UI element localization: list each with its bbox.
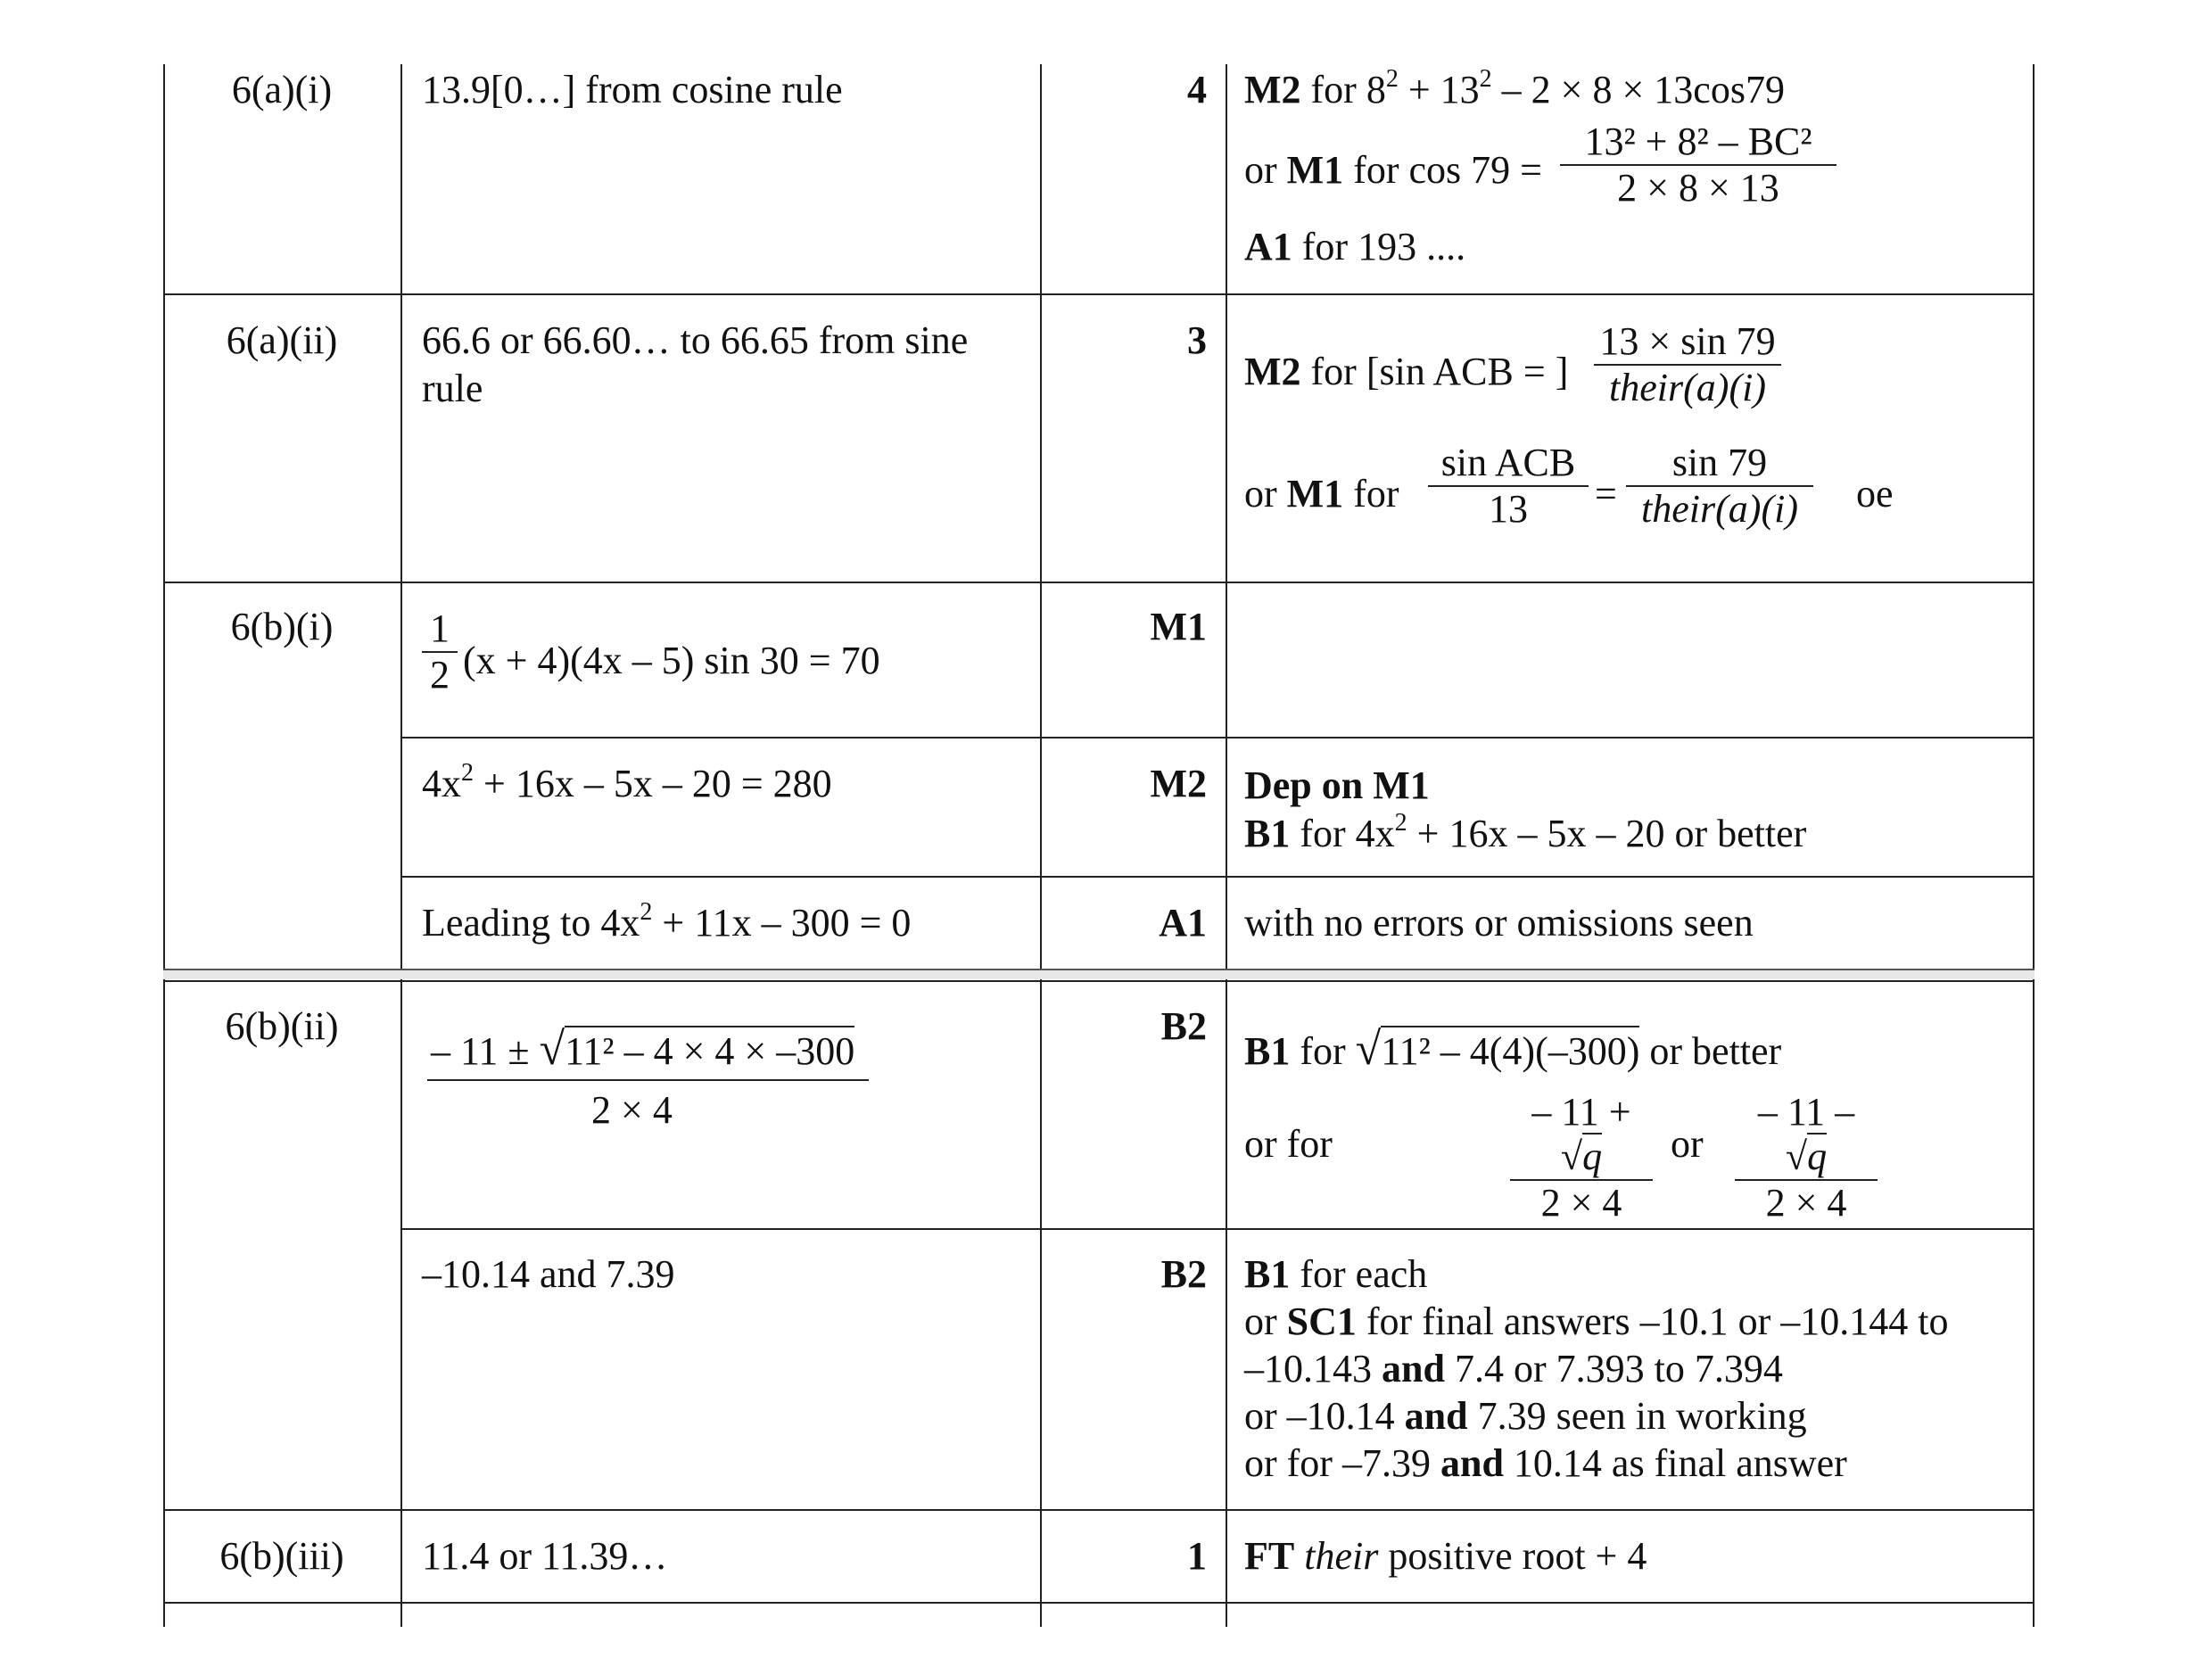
marks: A1 [1159,901,1207,945]
mark-code: FT [1244,1534,1295,1578]
fraction-denominator: 2 [430,653,450,697]
guidance-text: for [sin ACB = ] [1310,350,1569,393]
fraction [1594,319,1781,410]
col-divider [400,64,402,1627]
guidance-text: for each [1300,1252,1428,1296]
mark-code: B1 [1244,812,1291,855]
mark-code: M1 [1286,472,1344,516]
fraction-numerator: 13 × sin 79 [1599,319,1776,363]
guidance-text: or –10.14 [1244,1394,1395,1438]
fraction [1428,441,1589,532]
guidance-text: for [1353,472,1399,516]
guidance-text: 4x [1355,812,1395,855]
guidance-text: for [1310,68,1357,111]
radicand: 11² – 4(4)(–300) [1381,1026,1639,1073]
superscript: 2 [1479,65,1492,94]
guidance-line [1244,1298,2020,1346]
col-divider [1040,64,1042,1627]
guidance-text: oe [1856,472,1894,516]
answer-text: 66.6 or 66.60… to 66.65 from sine rule [422,318,969,410]
answer-text [422,760,1037,808]
row-divider [163,582,2035,583]
fraction-denominator: 13 [1489,487,1528,531]
row-divider [163,980,2035,982]
row-divider [163,1509,2035,1511]
answer-part: Leading to 4x [422,901,640,945]
guidance-text: for [1353,148,1399,192]
guidance-text: – 2 × 8 × 13cos79 [1501,68,1785,111]
question-ref: 6(b)(ii) [225,1004,339,1048]
guidance-text: –10.143 [1244,1347,1372,1390]
mark-code: B1 [1244,1029,1291,1073]
fraction-numerator: 1 [430,606,450,650]
formula-denominator: 2 × 4 [591,1088,673,1132]
section-band [163,969,2035,979]
fraction-numerator: sin ACB [1440,441,1576,484]
answer-text: (x + 4)(4x – 5) sin 30 = 70 [463,639,880,682]
marks: B2 [1160,1004,1207,1048]
guidance-text: 7.39 seen in working [1477,1394,1807,1438]
answer-text [422,899,1037,947]
fraction-denominator: their(a)(i) [1641,487,1798,531]
fraction-numerator [1510,1090,1653,1179]
superscript: 2 [640,898,653,927]
marks: 1 [1187,1534,1207,1578]
guidance-text: positive root + 4 [1388,1534,1647,1578]
question-ref: 6(a)(i) [231,68,333,111]
guidance-line [1244,1026,2020,1076]
fraction [1560,120,1836,210]
marks: 3 [1187,318,1207,362]
row-divider [400,737,2035,738]
fraction-denominator: 2 × 4 [1765,1181,1847,1225]
fraction [422,606,458,697]
guidance-text: 10.14 as final answer [1513,1441,1847,1485]
col-divider [2033,64,2035,1627]
question-ref: 6(a)(ii) [226,318,338,362]
guidance-text: or [1671,1122,1704,1166]
marks: M2 [1150,762,1207,805]
sqrt-sign-icon: √ [1785,1135,1808,1178]
fraction-denominator: 2 × 8 × 13 [1617,166,1779,210]
marks: B2 [1160,1252,1207,1296]
formula-numerator [431,1026,1037,1076]
mark-code: M2 [1244,350,1301,393]
guidance-line [1244,223,2020,271]
mark-code: M1 [1286,148,1344,192]
superscript: 2 [1385,65,1399,94]
mark-code: B1 [1244,1252,1291,1296]
guidance-text: + 13 [1407,68,1480,111]
equals-sign: = [1595,472,1617,516]
marks: 4 [1187,68,1207,111]
sqrt-sign-icon: √ [1560,1135,1583,1178]
answer-text: –10.14 and 7.39 [422,1252,675,1296]
guidance-text: 8 [1366,68,1386,111]
numerator-prefix: – 11 – [1757,1090,1855,1134]
fraction-numerator: sin 79 [1671,441,1768,484]
guidance-line [1244,66,2020,114]
row-divider [400,1228,2035,1230]
guidance-line [1244,1392,2020,1440]
mark-code: M2 [1244,68,1301,111]
fraction [1510,1090,1653,1225]
guidance-text: cos 79 = [1408,148,1542,192]
mark-scheme-table [163,64,2035,1627]
guidance-keyword: and [1440,1441,1504,1485]
answer-part: 4x [422,762,461,805]
radicand: 11² – 4 × 4 × –300 [565,1026,854,1073]
guidance-keyword: and [1382,1347,1445,1390]
radicand: q [1582,1135,1603,1178]
fraction-denominator: their(a)(i) [1609,366,1766,409]
guidance-text: or [1244,472,1277,516]
numerator-prefix: – 11 + [1531,1090,1631,1134]
row-divider [163,1602,2035,1604]
superscript: 2 [1394,809,1407,838]
question-ref: 6(b)(iii) [219,1534,344,1578]
numerator-prefix: – 11 ± [431,1029,530,1073]
guidance-line: Dep on M1 [1244,763,1430,807]
guidance-text: for final answers –10.1 or –10.144 to [1366,1300,1949,1343]
question-ref: 6(b)(i) [230,605,334,648]
marks: M1 [1150,605,1207,648]
guidance-text: or [1244,1300,1277,1343]
superscript: 2 [461,759,474,788]
sqrt-sign-icon: √ [539,1024,565,1075]
guidance-text: or better [1649,1029,1782,1073]
answer-part: + 16x – 5x – 20 = 280 [483,762,832,805]
fraction-numerator: 13² + 8² – BC² [1584,120,1812,163]
guidance-text: for 193 .... [1301,225,1466,268]
guidance-line [1244,810,2020,858]
row-divider [400,876,2035,878]
fraction [1735,1090,1878,1225]
mark-code: SC1 [1286,1300,1357,1343]
guidance-italic: their [1304,1534,1379,1578]
col-divider [163,64,165,1627]
radicand: q [1807,1135,1828,1178]
mark-code: A1 [1244,225,1292,268]
fraction-denominator: 2 × 4 [1540,1181,1622,1225]
guidance-text: + 16x – 5x – 20 or better [1416,812,1807,855]
guidance-text: for [1300,812,1346,855]
row-divider [163,293,2035,295]
guidance-line [1244,1345,2020,1393]
row-divider [163,969,2035,970]
guidance-text: for [1300,1029,1346,1073]
guidance-line: with no errors or omissions seen [1244,901,1754,945]
sqrt-sign-icon: √ [1355,1024,1382,1075]
fraction-bar [427,1079,869,1081]
guidance-line [1244,1250,2020,1299]
guidance-line: or for [1244,1122,1333,1166]
fraction [1626,441,1813,532]
guidance-text: or for –7.39 [1244,1441,1431,1485]
guidance-line [1244,1440,2020,1488]
guidance-text: or [1244,148,1277,192]
answer-part: + 11x – 300 = 0 [662,901,912,945]
guidance-text: 7.4 or 7.393 to 7.394 [1454,1347,1783,1390]
guidance-keyword: and [1404,1394,1468,1438]
col-divider [1226,64,1227,1627]
answer-text: 13.9[0…] from cosine rule [422,68,843,111]
answer-text: 11.4 or 11.39… [422,1534,668,1578]
fraction-numerator [1735,1090,1878,1179]
guidance-line [1244,1532,2020,1580]
